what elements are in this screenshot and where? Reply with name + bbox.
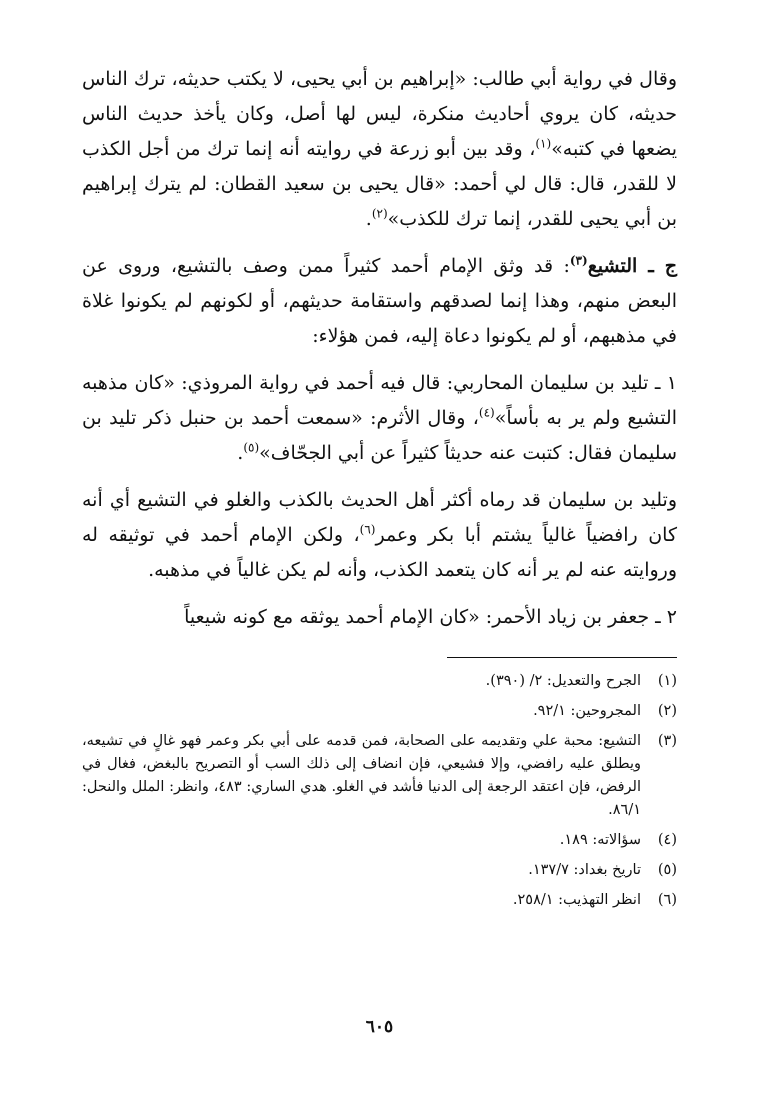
footnote-number: (١) [657, 673, 677, 689]
paragraph: ١ ـ تليد بن سليمان المحاربي: قال فيه أحمد في رواية المروذي: «كان مذهبه التشيع ولم ير به بأساً»$^{(٤)}$، وقال الأثرم: «سمعت أحمد بن حنبل ذكر تليد بن سليمان فقال: كتبت عنه حديثاً كثيراً عن أبي الجحّاف»$^{(٥)}$. [82, 372, 677, 464]
footnote-ref[interactable]: (٦) [359, 522, 376, 537]
footnote-item [82, 829, 677, 852]
main-text [82, 62, 677, 635]
paragraph: وقال في رواية أبي طالب: «إبراهيم بن أبي يحيى، لا يكتب حديثه، ترك الناس حديثه، كان يروي أحاديث منكرة، ليس لها أصل، وكان يأخذ حديث الناس يضعها في كتبه»$^{(١)}$، وقد بين أبو زرعة في روايته أنه إنما ترك من أجل الكذب لا للقدر، قال: قال لي أحمد: «قال يحيى بن سعيد القطان: لم يترك إبراهيم بن أبي يحيى للقدر، إنما ترك للكذب»$^{(٢)}$. [82, 68, 677, 230]
footnote-ref[interactable]: (١) [535, 136, 552, 151]
footnote-ref[interactable]: (٥) [243, 440, 260, 455]
footnote-number: (٥) [657, 862, 677, 878]
section-heading: ج ـ التشيع [587, 255, 677, 277]
footnote-text: تاريخ بغداد: ١٣٧/٧. [528, 862, 641, 878]
footnote-text: انظر التهذيب: ٢٥٨/١. [512, 892, 641, 908]
footnote-number: (٣) [657, 733, 677, 749]
footnote-ref[interactable]: (٤) [478, 405, 495, 420]
footnote-item [82, 730, 677, 822]
footnote-ref[interactable]: (٣) [569, 253, 588, 268]
footnote-item [82, 670, 677, 693]
page-number: ٦٠٥ [365, 1017, 394, 1037]
footnote-ref[interactable]: (٢) [371, 206, 388, 221]
footnote-item [82, 700, 677, 723]
footnote-number: (٢) [657, 703, 677, 719]
footnote-number: (٦) [657, 892, 677, 908]
paragraph: وتليد بن سليمان قد رماه أكثر أهل الحديث بالكذب والغلو في التشيع أي أنه كان رافضياً غالياً يشتم أبا بكر وعمر$^{(٦)}$، ولكن الإمام أحمد في توثيقه له وروايته عنه لم ير أنه كان يتعمد الكذب، وأنه لم يكن غالياً في مذهبه. [82, 489, 677, 581]
footnote-divider [447, 657, 677, 658]
footnote-text: الجرح والتعديل: ٢/ (٣٩٠). [485, 673, 641, 689]
footnote-item [82, 889, 677, 912]
footnote-text: التشيع: محبة علي وتقديمه على الصحابة، فمن قدمه على أبي بكر وعمر فهو غالٍ في تشيعه، ويطلق عليه رافضي، وإلا فشيعي، فإن انضاف إلى ذلك السب أو التصريح بالبغض، فغال في الرفض، فإن اعتقد الرجعة إلى الدنيا فأشد في الغلو. هدي الساري: ٤٨٣، وانظر: الملل والنحل: ٨٦/١. [82, 733, 642, 818]
footnotes [82, 670, 677, 912]
paragraph: ٢ ـ جعفر بن زياد الأحمر: «كان الإمام أحمد يوثقه مع كونه شيعياً [184, 606, 677, 628]
footnote-text: سؤالاته: ١٨٩. [559, 832, 641, 848]
paragraph: ج ـ التشيع$^{(٣)}$: قد وثق الإمام أحمد كثيراً ممن وصف بالتشيع، وروى عن البعض منهم، وهذا إنما لصدقهم واستقامة حديثهم، أو لكونهم لم يكونوا غلاة في مذهبهم، أو لم يكونوا دعاة إليه، فمن هؤلاء: [82, 253, 677, 347]
footnote-text: المجروحين: ٩٢/١. [533, 703, 641, 719]
footnote-number: (٤) [657, 832, 677, 848]
footnote-item [82, 859, 677, 882]
